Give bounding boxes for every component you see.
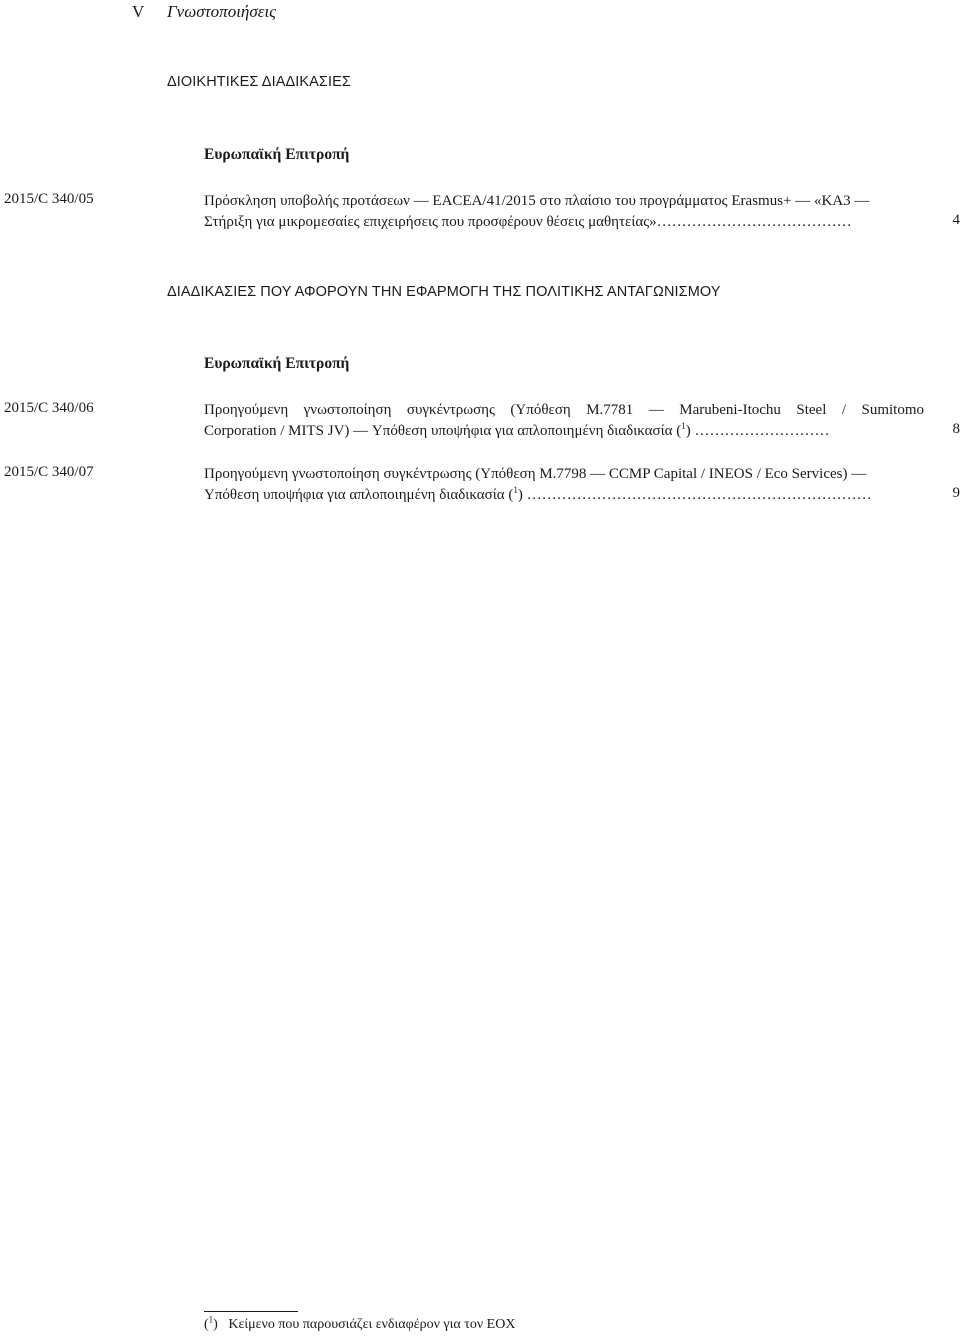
group-heading-administrative: ΔΙΟΙΚΗΤΙΚΕΣ ΔΙΑΔΙΚΑΣΙΕΣ — [167, 74, 351, 90]
entry-title-text: Corporation / MITS JV) — Υπόθεση υποψήφια για απλοποιημένη διαδικασία ( — [204, 423, 682, 439]
entry-title-line: Προηγούμενη γνωστοποίηση συγκέντρωσης (Υπόθεση M.7781 — Marubeni-Itochu Steel / Sumitomo — [204, 402, 924, 418]
entry-reference: 2015/C 340/07 — [4, 464, 94, 480]
footnote: ($^1$) Κείμενο που παρουσιάζει ενδιαφέρον για τον ΕΟΧ — [204, 1314, 516, 1332]
entry-title — [204, 191, 924, 233]
entry-title — [204, 464, 924, 506]
footnote-marker[interactable]: 1 — [681, 421, 686, 431]
entry-title-line — [204, 485, 924, 506]
leader-dots: …………………………………………………………… — [526, 487, 872, 503]
footnote-rule — [204, 1311, 298, 1312]
entry-page-number: 4 — [952, 212, 960, 228]
entry-title-text: ) — [685, 423, 691, 439]
entry-reference: 2015/C 340/05 — [4, 191, 94, 207]
entry-page-number: 8 — [952, 421, 960, 437]
entry-title-line: Προηγούμενη γνωστοποίηση συγκέντρωσης (Υπόθεση M.7798 — CCMP Capital / INEOS / Eco Services) — — [204, 466, 867, 482]
entry-title-text: Στήριξη για μικρομεσαίες επιχειρήσεις που προσφέρουν θέσεις μαθητείας» — [204, 214, 657, 230]
entry-page-number: 9 — [952, 485, 960, 501]
entry-title-line: Πρόσκληση υποβολής προτάσεων — EACEA/41/2015 στο πλαίσιο του προγράμματος Erasmus+ — «KA3 — — [204, 193, 870, 209]
leader-dots: ………………………………… — [656, 214, 852, 230]
footnote-mark: 1 — [208, 1314, 214, 1325]
footnote-text: Κείμενο που παρουσιάζει ενδιαφέρον για τον ΕΟΧ — [228, 1317, 516, 1332]
entry-title — [204, 400, 924, 442]
entry-title-line — [204, 212, 924, 233]
entry-title-text: Υπόθεση υποψήφια για απλοποιημένη διαδικασία ( — [204, 487, 514, 503]
section-number: V — [132, 2, 145, 21]
group-heading-competition: ΔΙΑΔΙΚΑΣΙΕΣ ΠΟΥ ΑΦΟΡΟΥΝ ΤΗΝ ΕΦΑΡΜΟΓΗ ΤΗΣ ΠΟΛΙΤΙΚΗΣ ΑΝΤΑΓΩΝΙΣΜΟΥ — [167, 284, 721, 300]
group-subheading-commission: Ευρωπαϊκή Επιτροπή — [204, 146, 350, 163]
section-title: Γνωστοποιήσεις — [167, 2, 277, 21]
leader-dots: ……………………… — [694, 423, 830, 439]
entry-title-line — [204, 421, 924, 442]
group-subheading-commission: Ευρωπαϊκή Επιτροπή — [204, 355, 350, 372]
footnote-marker[interactable]: 1 — [513, 485, 518, 495]
entry-reference: 2015/C 340/06 — [4, 400, 94, 416]
entry-title-text: ) — [517, 487, 523, 503]
